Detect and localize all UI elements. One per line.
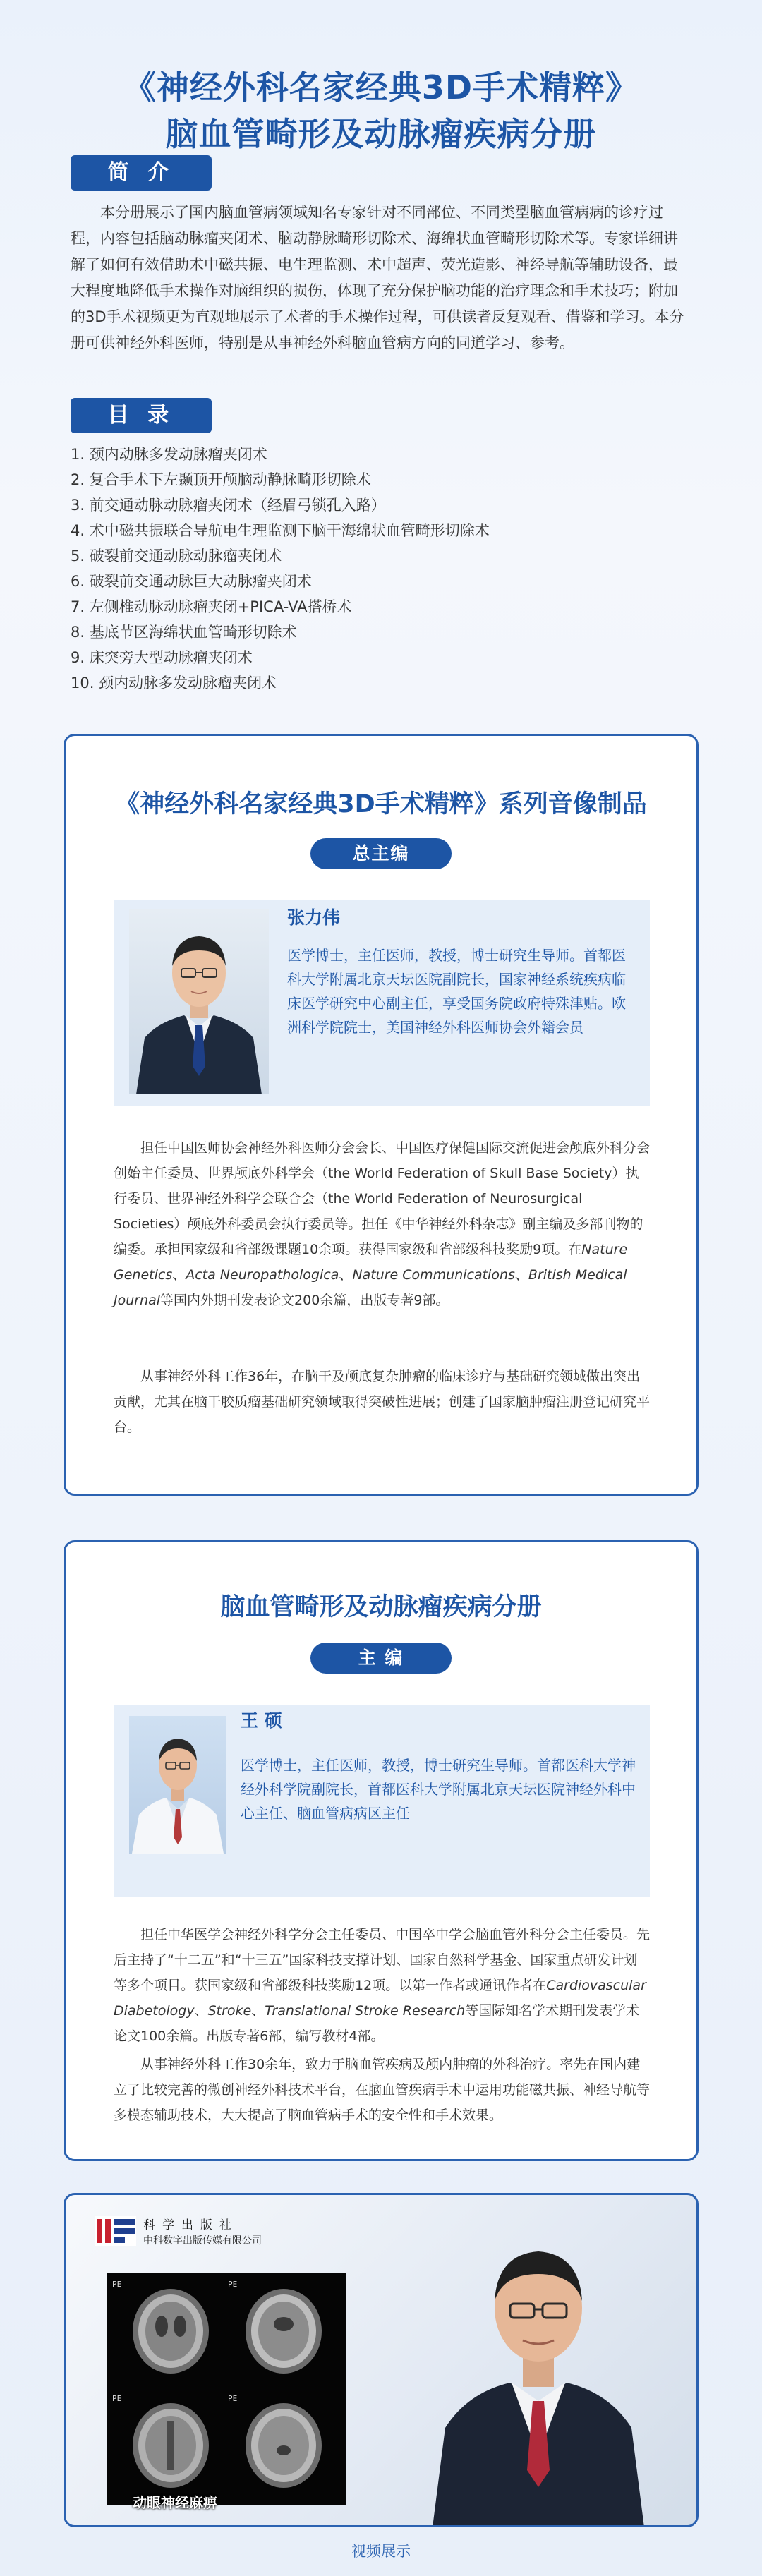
toc-item: 1. 颈内动脉多发动脉瘤夹闭术 — [71, 446, 267, 463]
journal-name: Nature Communications — [352, 1267, 515, 1283]
series-title: 《神经外科名家经典3D手术精粹》系列音像制品 — [115, 790, 647, 818]
publisher-name-cn: 科学出版社 — [143, 2218, 238, 2232]
scan-label: PE — [112, 2280, 122, 2289]
brain-scan-icon — [128, 2285, 214, 2377]
chief-editor-bio-p2: 从事神经外科工作36年，在脑干及颅底复杂肿瘤的临床诊疗与基础研究领域做出突出贡献，尤其在脑干胶质瘤基础研究领域取得突破性进展；创建了国家脑肿瘤注册登记研究平台。 — [114, 1369, 651, 1435]
journal-name: Cardiovascular Diabetology — [114, 1978, 646, 2019]
chief-editor-photo — [129, 909, 269, 1094]
toc-item: 9. 床突旁大型动脉瘤夹闭术 — [71, 649, 253, 666]
volume-editor-bio-p2: 从事神经外科工作30余年，致力于脑血管疾病及颅内肿瘤的外科治疗。率先在国内建立了比较完善的微创神经外科技术平台，在脑血管疾病手术中运用功能磁共振、神经导航等多模态辅助技术，大大提高了脑血管病手术的安全性和手术效果。 — [114, 2057, 651, 2123]
video-preview[interactable] — [64, 2193, 698, 2527]
toc-list — [71, 442, 691, 696]
toc-item: 8. 基底节区海绵状血管畸形切除术 — [71, 624, 297, 641]
volume-editor-desc: 医学博士，主任医师，教授，博士研究生导师。首都医科大学神经外科学院副院长，首都医科大学附属北京天坛医院神经外科中心主任、脑血管病病区主任 — [241, 1757, 636, 1822]
brain-scan-icon — [128, 2400, 214, 2491]
intro-tag: 简 介 — [71, 155, 212, 191]
bio-text: 担任中国医师协会神经外科医师分会会长、中国医疗保健国际交流促进会颅底外科分会创始主任委员、世界颅底外科学会（the World Federation of Skull Base Society）执行委员、世界神经外科学会联合会（the World Federation of Neurosurgical Societies）颅底外科委员会执行委员等。担任《中华神经外科杂志》副主编及多部刊物的编委。承担国家级和省部级课题10余项。获得国家级和省部级科技奖励9项。在 — [114, 1140, 651, 1257]
publisher-name-en: 中科数字出版传媒有限公司 — [143, 2235, 262, 2247]
scan-label: PE — [112, 2394, 122, 2403]
main-title-line1: 《神经外科名家经典3D手术精粹》 — [123, 68, 639, 107]
chief-editor-bio-p1 — [114, 1135, 650, 1313]
separator: 、 — [514, 1267, 528, 1283]
person-photo-icon — [129, 909, 269, 1094]
toc-item: 6. 破裂前交通动脉巨大动脉瘤夹闭术 — [71, 573, 312, 590]
chief-editor-desc: 医学博士，主任医师，教授，博士研究生导师。首都医科大学附属北京天坛医院副院长，国家神经系统疾病临床医学研究中心副主任，享受国务院政府特殊津贴。欧洲科学院院士，美国神经外科医师协会外籍会员 — [287, 947, 626, 1036]
volume-editor-profile — [114, 1705, 650, 1897]
chief-editor-profile — [114, 900, 650, 1106]
journal-name: Nature Genetics — [114, 1242, 628, 1283]
toc-item: 3. 前交通动脉动脉瘤夹闭术（经眉弓锁孔入路） — [71, 497, 386, 514]
volume-editor-bio-p1 — [114, 1922, 650, 2049]
brain-scan-icon — [241, 2400, 327, 2491]
journal-name: Translational Stroke Research — [265, 2003, 466, 2019]
intro-text: 本分册展示了国内脑血管病领域知名专家针对不同部位、不同类型脑血管病病的诊疗过程，内容包括脑动脉瘤夹闭术、脑动静脉畸形切除术、海绵状血管畸形切除术等。专家详细讲解了如何有效借助术中磁共振、电生理监测、术中超声、荧光造影、神经导航等辅助设备，最大程度地降低手术操作对脑组织的损伤，体现了充分保护脑功能的治疗理念和手术技巧；附加的3D手术视频更为直观地展示了术者的手术操作过程，可供读者反复观看、借鉴和学习。本分册可供神经外科医师，特别是从事神经外科脑血管病方向的同道学习、参考。 — [71, 204, 684, 351]
bio-text: 担任中华医学会神经外科学分会主任委员、中国卒中学会脑血管外科分会主任委员。先后主持了“十二五”和“十三五”国家科技支撑计划、国家自然科学基金、国家重点研发计划等多个项目。获国家级和省部级科技奖励12项。以第一作者或通讯作者在 — [114, 1927, 651, 1993]
brain-scan-icon — [241, 2285, 327, 2377]
bio-text: 等国内外期刊发表论文200余篇，出版专著9部。 — [160, 1293, 449, 1308]
toc-tag: 目 录 — [71, 398, 212, 433]
journal-name: Acta Neuropathologica — [186, 1267, 339, 1283]
scan-label: PE — [228, 2280, 238, 2289]
separator: 、 — [172, 1267, 186, 1283]
separator: 、 — [194, 2003, 208, 2019]
separator: 、 — [339, 1267, 353, 1283]
ct-scan-panel — [107, 2273, 346, 2505]
chief-editor-card — [64, 734, 698, 1496]
volume-editor-card — [64, 1540, 698, 2161]
toc-item: 2. 复合手术下左颞顶开颅脑动静脉畸形切除术 — [71, 471, 371, 488]
journal-name: Stroke — [207, 2003, 252, 2019]
presenter-figure — [433, 2216, 644, 2527]
volume-title: 脑血管畸形及动脉瘤疾病分册 — [220, 1593, 542, 1621]
volume-editor-photo — [129, 1716, 226, 1854]
main-title-line2: 脑血管畸形及动脉瘤疾病分册 — [165, 115, 597, 153]
volume-editor-name: 王 硕 — [241, 1710, 282, 1731]
video-subtitle: 动眼神经麻痹 — [133, 2494, 217, 2511]
toc-item: 7. 左侧椎动脉动脉瘤夹闭+PICA-VA搭桥术 — [71, 598, 352, 615]
toc-item: 10. 颈内动脉多发动脉瘤夹闭术 — [71, 675, 277, 691]
publisher-logo-icon — [95, 2216, 136, 2246]
volume-editor-role: 主 编 — [310, 1643, 452, 1674]
bio-text: 等国际知名学术期刊发表学术论文100余篇。出版专著6部，编写教材4部。 — [114, 2003, 640, 2044]
scan-label: PE — [228, 2394, 238, 2403]
person-photo-icon — [129, 1716, 226, 1854]
journal-name: British Medical Journal — [114, 1267, 627, 1308]
toc-item: 4. 术中磁共振联合导航电生理监测下脑干海绵状血管畸形切除术 — [71, 522, 490, 539]
toc-item: 5. 破裂前交通动脉动脉瘤夹闭术 — [71, 548, 282, 564]
chief-editor-name: 张力伟 — [287, 907, 341, 928]
video-caption: 视频展示 — [351, 2543, 411, 2560]
separator: 、 — [251, 2003, 265, 2019]
chief-editor-role: 总主编 — [310, 838, 452, 869]
